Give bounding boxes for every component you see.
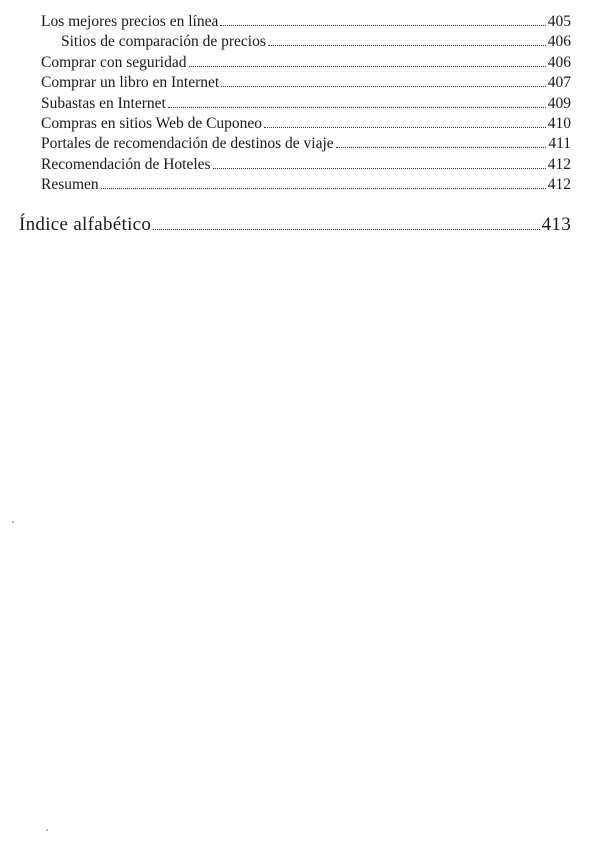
- toc-entry-title: Sitios de comparación de precios: [61, 33, 266, 51]
- toc-entry-page: 412: [547, 155, 571, 173]
- toc-section-title: Índice alfabético: [19, 213, 152, 235]
- toc-entry-resumen[interactable]: [41, 175, 571, 195]
- dot-leader: [264, 127, 546, 128]
- table-of-contents: [19, 12, 571, 238]
- toc-section-page: 413: [541, 213, 571, 235]
- toc-entry-title: Comprar con seguridad: [41, 53, 187, 71]
- toc-entry-comprar-seguridad[interactable]: [41, 53, 571, 73]
- dot-leader: [189, 66, 546, 67]
- toc-entry-page: 411: [548, 135, 571, 153]
- toc-section-indice-alfabetico[interactable]: [19, 212, 571, 238]
- toc-entry-title: Comprar un libro en Internet: [41, 74, 220, 92]
- toc-entry-page: 406: [547, 33, 571, 51]
- toc-entry-hoteles[interactable]: [41, 155, 571, 175]
- toc-entry-title: Recomendación de Hoteles: [41, 155, 211, 173]
- toc-entry-title: Resumen: [41, 176, 99, 194]
- toc-entry-page: 412: [547, 176, 571, 194]
- dot-leader: [268, 45, 546, 46]
- toc-entry-page: 405: [547, 13, 571, 30]
- toc-entry-title: Los mejores precios en línea: [41, 13, 219, 30]
- dot-leader: [336, 147, 547, 148]
- dot-leader: [220, 25, 545, 26]
- toc-entry-title: Portales de recomendación de destinos de viaje: [41, 135, 334, 153]
- toc-entry-cuponeo[interactable]: [41, 114, 571, 134]
- toc-entry-page: 407: [547, 74, 571, 92]
- toc-entry-title: Compras en sitios Web de Cuponeo: [41, 115, 263, 133]
- scan-speck: [12, 521, 14, 523]
- dot-leader: [213, 168, 546, 169]
- toc-entry-comprar-libro[interactable]: [41, 73, 571, 93]
- toc-entry-title: Subastas en Internet: [41, 94, 166, 112]
- dot-leader: [153, 229, 539, 230]
- toc-entry-los-mejores-precios[interactable]: [41, 12, 571, 32]
- scan-speck: [46, 829, 48, 831]
- toc-entry-subastas[interactable]: [41, 94, 571, 114]
- dot-leader: [221, 86, 546, 87]
- dot-leader: [101, 188, 546, 189]
- toc-entry-page: 406: [547, 53, 571, 71]
- dot-leader: [168, 107, 546, 108]
- toc-entry-page: 410: [547, 115, 571, 133]
- toc-entry-sitios-comparacion[interactable]: [41, 32, 571, 52]
- toc-entry-portales-viaje[interactable]: [41, 134, 571, 154]
- toc-entry-page: 409: [547, 94, 571, 112]
